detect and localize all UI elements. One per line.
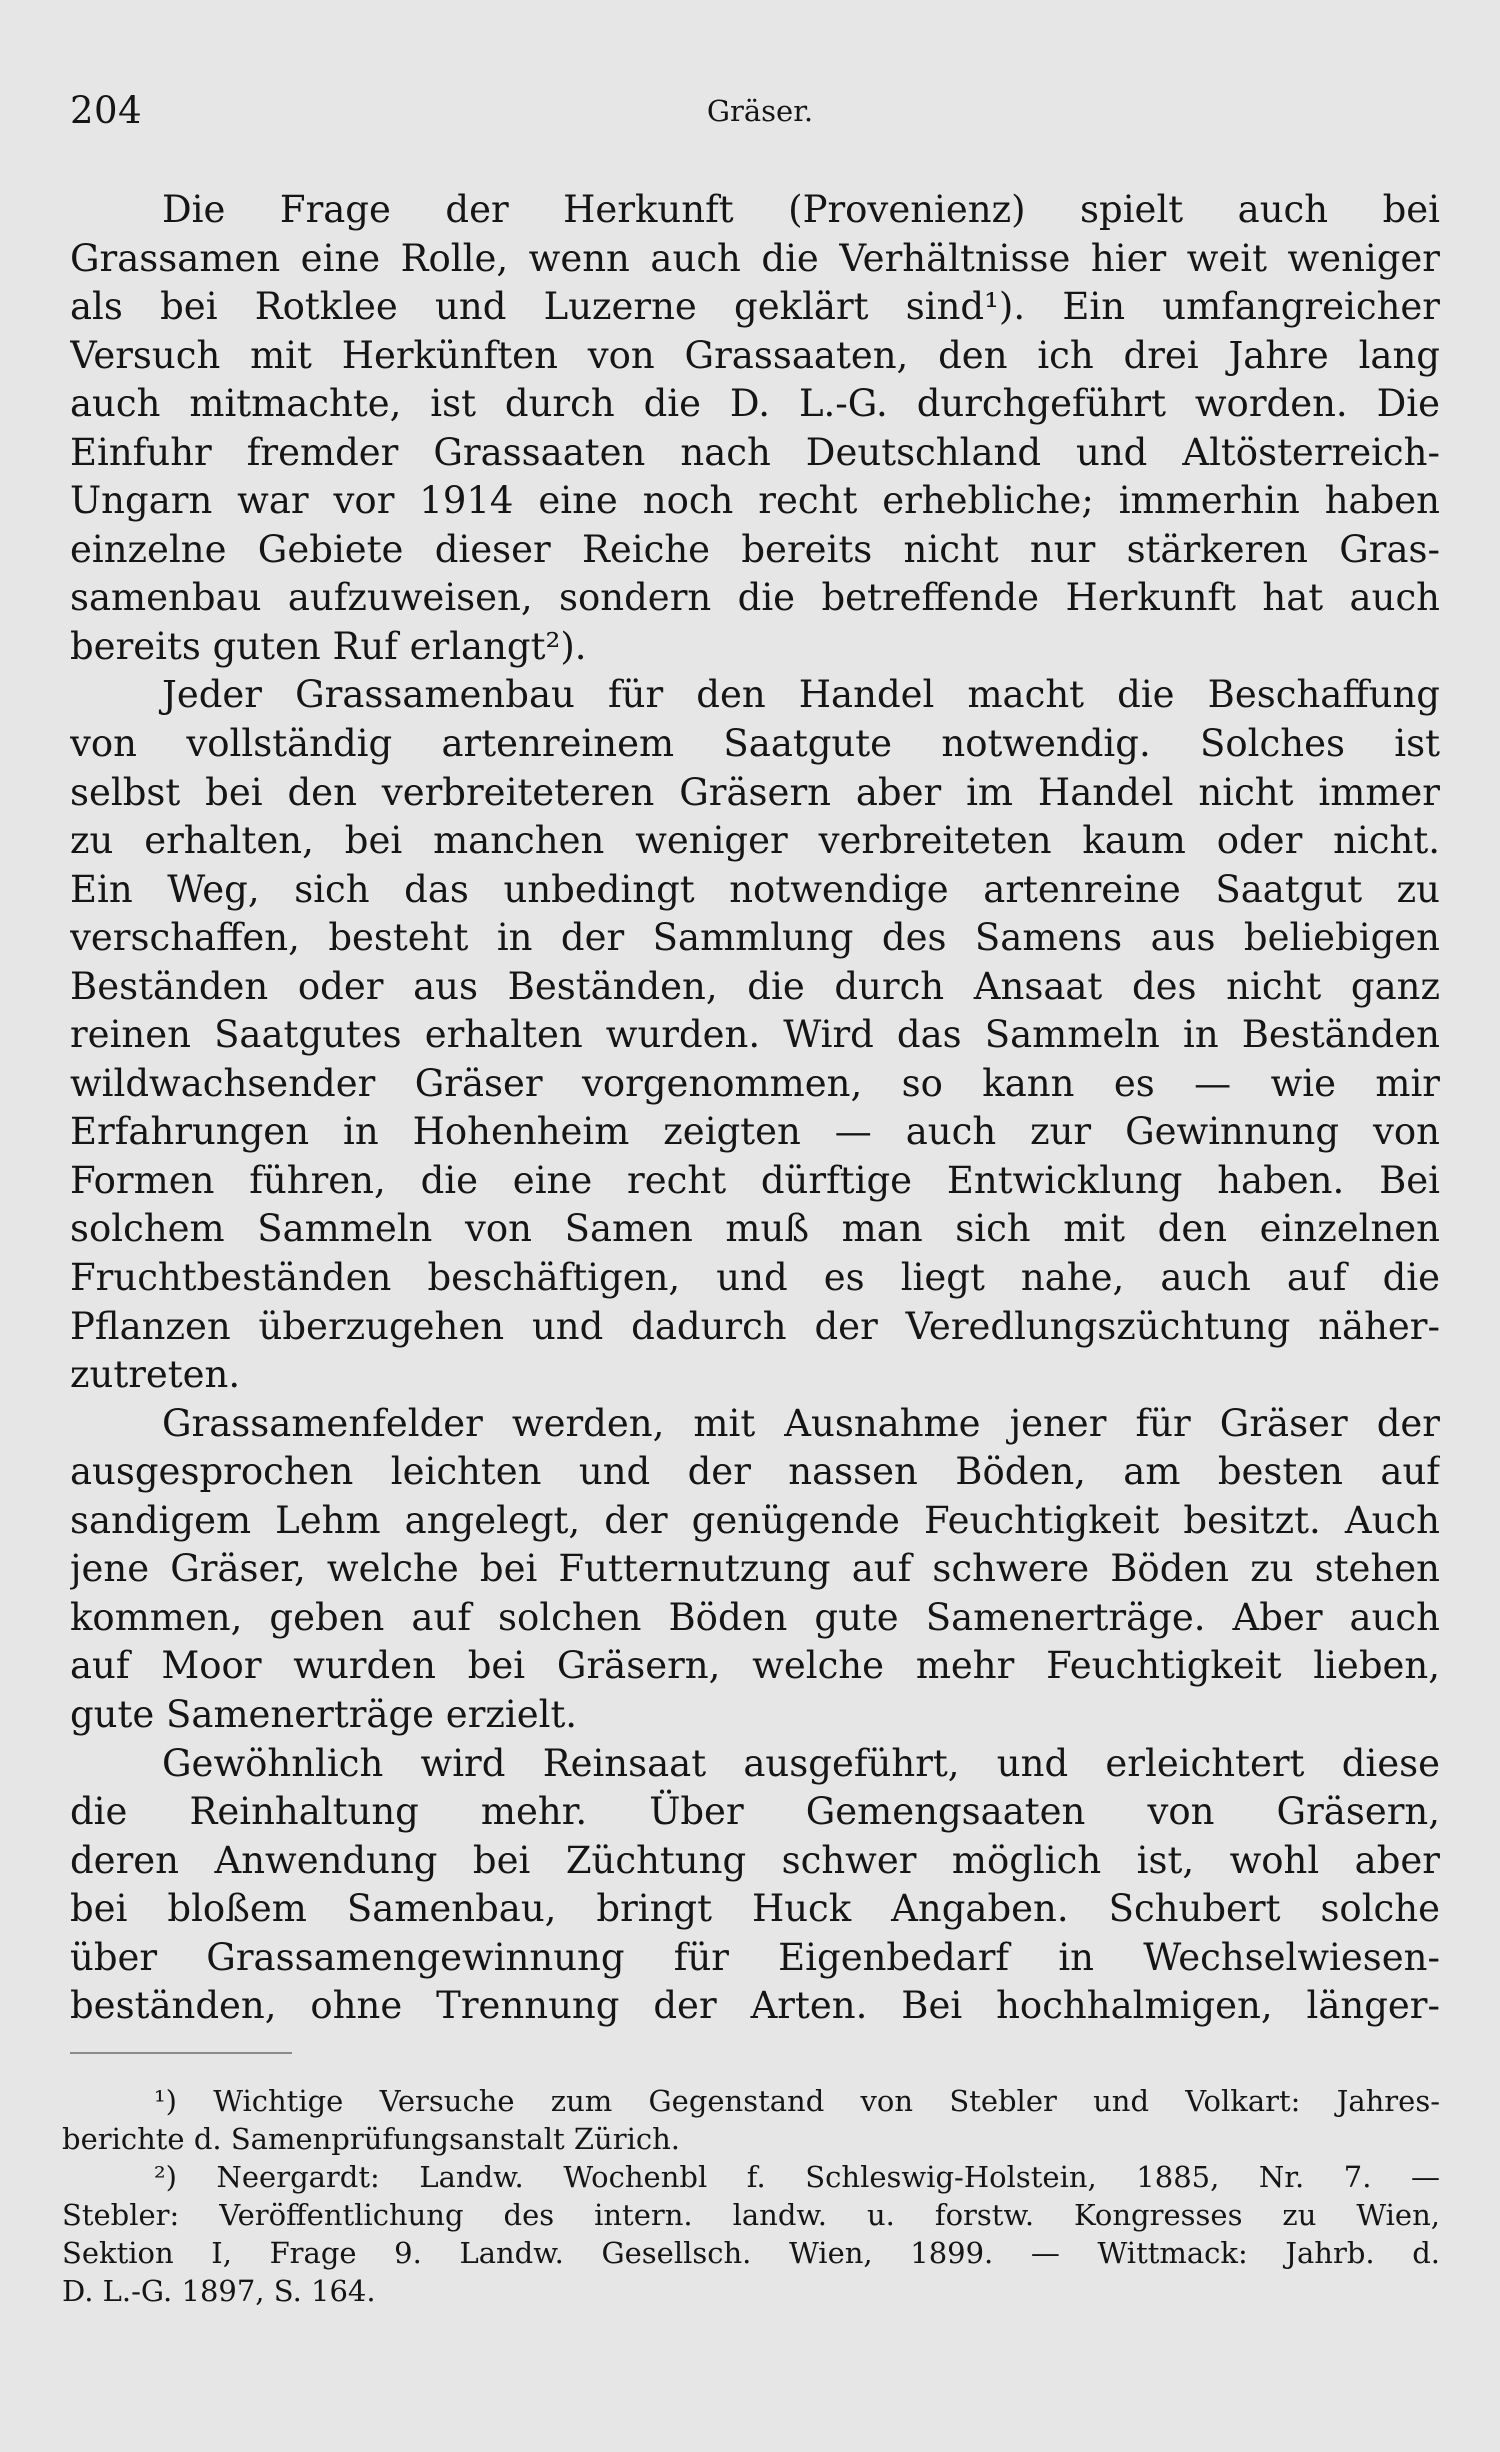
text-line: gute Samenerträge erzielt.	[70, 1692, 578, 1736]
footnote-line: Sektion I, Frage 9. Landw. Gesellsch. Wien, 1899. — Wittmack: Jahrb. d.	[62, 2236, 1440, 2270]
text-line: Fruchtbeständen beschäftigen, und es liegt nahe, auch auf die	[70, 1256, 1440, 1300]
text-line: samenbau aufzuweisen, sondern die betreffende Herkunft hat auch	[70, 576, 1440, 620]
text-line: über Grassamengewinnung für Eigenbedarf in Wechselwiesen-	[70, 1935, 1440, 1979]
text-line: Gewöhnlich wird Reinsaat ausgeführt, und erleichtert diese	[162, 1741, 1440, 1785]
text-line: zutreten.	[70, 1353, 241, 1397]
text-line: einzelne Gebiete dieser Reiche bereits nicht nur stärkeren Gras-	[70, 527, 1440, 571]
text-line: auch mitmachte, ist durch die D. L.-G. durchgeführt worden. Die	[70, 382, 1440, 426]
text-line: beständen, ohne Trennung der Arten. Bei hochhalmigen, länger-	[70, 1984, 1440, 2028]
text-line: bei bloßem Samenbau, bringt Huck Angaben. Schubert solche	[70, 1887, 1440, 1931]
footnote-line: Stebler: Veröffentlichung des intern. landw. u. forstw. Kongresses zu Wien,	[62, 2198, 1440, 2232]
text-line: die Reinhaltung mehr. Über Gemengsaaten von Gräsern,	[70, 1790, 1440, 1834]
text-line: selbst bei den verbreiteteren Gräsern aber im Handel nicht immer	[70, 770, 1440, 814]
page-number: 204	[70, 89, 143, 132]
text-line: jene Gräser, welche bei Futternutzung auf schwere Böden zu stehen	[70, 1547, 1440, 1591]
footnote-line: D. L.-G. 1897, S. 164.	[62, 2274, 376, 2308]
text-line: Grassamen eine Rolle, wenn auch die Verhältnisse hier weit weniger	[70, 236, 1440, 280]
text-line: deren Anwendung bei Züchtung schwer möglich ist, wohl aber	[70, 1838, 1440, 1882]
body-text	[70, 186, 1440, 2031]
text-line: verschaffen, besteht in der Sammlung des Samens aus beliebigen	[70, 916, 1440, 960]
footnotes	[62, 2082, 1440, 2310]
page-header	[70, 86, 1450, 136]
text-line: Ein Weg, sich das unbedingt notwendige artenreine Saatgut zu	[70, 867, 1440, 911]
text-line: bereits guten Ruf erlangt²).	[70, 624, 587, 668]
text-line: Pflanzen überzugehen und dadurch der Veredlungszüchtung näher-	[70, 1304, 1440, 1348]
footnote-line: ¹) Wichtige Versuche zum Gegenstand von Stebler und Volkart: Jahres-	[154, 2084, 1440, 2118]
text-line: solchem Sammeln von Samen muß man sich mit den einzelnen	[70, 1207, 1440, 1251]
text-line: Beständen oder aus Beständen, die durch Ansaat des nicht ganz	[70, 964, 1440, 1008]
footnote-rule	[70, 2052, 292, 2054]
text-line: Die Frage der Herkunft (Provenienz) spielt auch bei	[162, 188, 1440, 231]
text-line: Jeder Grassamenbau für den Handel macht die Beschaffung	[162, 673, 1440, 717]
footnote-line: ²) Neergardt: Landw. Wochenbl f. Schleswig-Holstein, 1885, Nr. 7. —	[154, 2160, 1440, 2194]
text-line: Ungarn war vor 1914 eine noch recht erhebliche; immerhin haben	[70, 479, 1440, 523]
text-line: Versuch mit Herkünften von Grassaaten, den ich drei Jahre lang	[70, 333, 1440, 377]
text-line: Einfuhr fremder Grassaaten nach Deutschland und Altösterreich-	[70, 430, 1440, 474]
text-line: Grassamenfelder werden, mit Ausnahme jener für Gräser der	[162, 1401, 1440, 1445]
text-line: als bei Rotklee und Luzerne geklärt sind¹). Ein umfangreicher	[70, 285, 1440, 329]
text-line: ausgesprochen leichten und der nassen Böden, am besten auf	[70, 1450, 1440, 1494]
text-line: reinen Saatgutes erhalten wurden. Wird das Sammeln in Beständen	[70, 1013, 1440, 1057]
text-line: auf Moor wurden bei Gräsern, welche mehr Feuchtigkeit lieben,	[70, 1644, 1440, 1688]
text-line: kommen, geben auf solchen Böden gute Samenerträge. Aber auch	[70, 1595, 1440, 1639]
text-line: Erfahrungen in Hohenheim zeigten — auch zur Gewinnung von	[70, 1110, 1440, 1154]
running-head: Gräser.	[706, 94, 814, 128]
text-line: sandigem Lehm angelegt, der genügende Feuchtigkeit besitzt. Auch	[70, 1498, 1440, 1542]
text-line: von vollständig artenreinem Saatgute notwendig. Solches ist	[70, 722, 1440, 766]
text-line: zu erhalten, bei manchen weniger verbreiteten kaum oder nicht.	[70, 819, 1440, 863]
text-line: Formen führen, die eine recht dürftige Entwicklung haben. Bei	[70, 1158, 1440, 1202]
footnote-line: berichte d. Samenprüfungsanstalt Zürich.	[62, 2122, 680, 2156]
text-line: wildwachsender Gräser vorgenommen, so kann es — wie mir	[70, 1061, 1440, 1105]
